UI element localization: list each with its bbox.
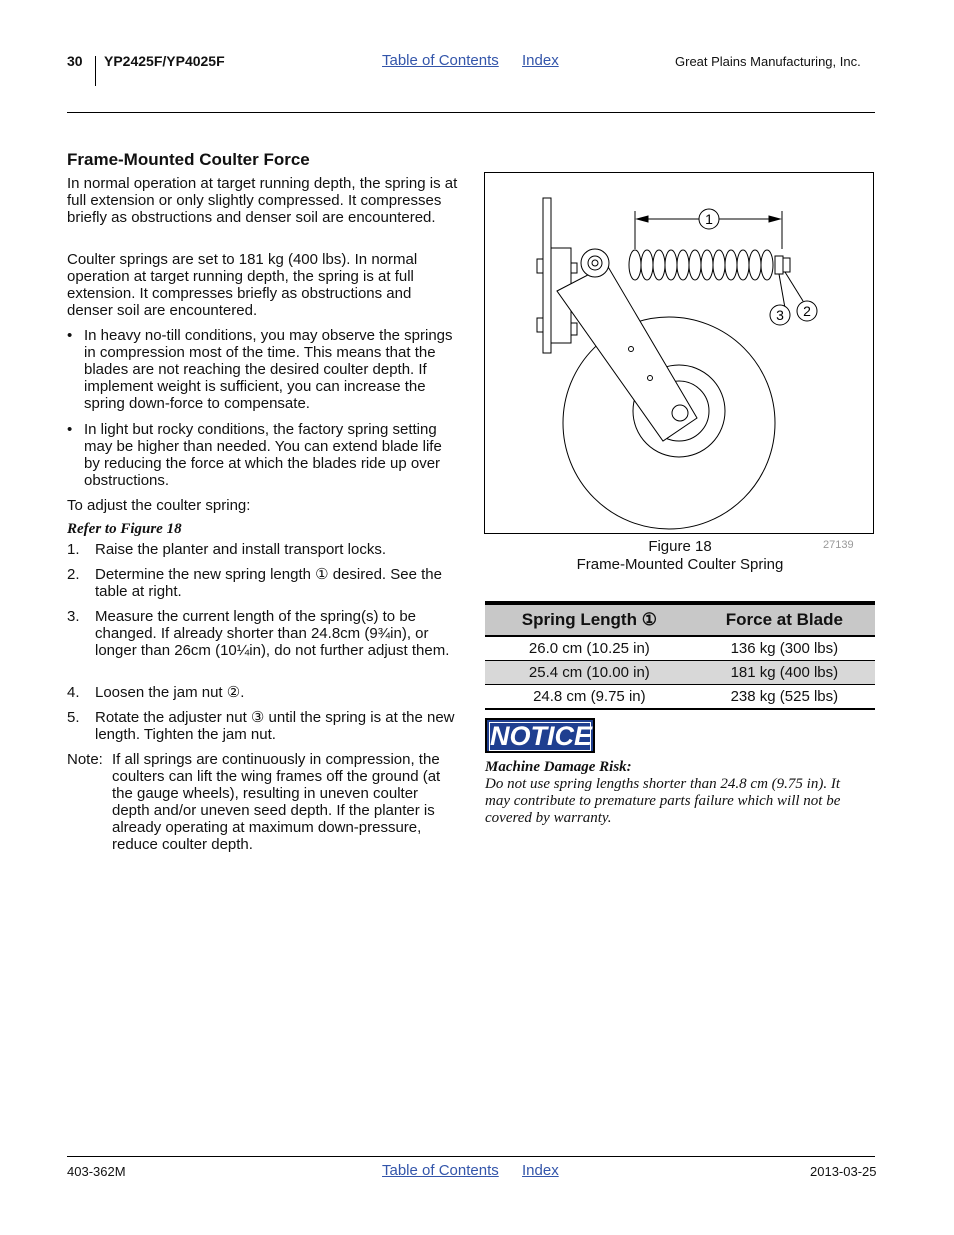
step-text: Loosen the jam nut ②.: [95, 684, 245, 701]
table-header: Force at Blade: [694, 603, 875, 636]
step-number: 2.: [67, 566, 80, 583]
paragraph: In normal operation at target running depth, the spring is at full extension or only slightly compressed. It compresses briefly as obstructions and denser soil are encountered.: [67, 175, 458, 226]
footer-index-link[interactable]: Index: [522, 1162, 559, 1179]
figure-image-id: 27139: [823, 539, 854, 551]
bullet-item: In heavy no-till conditions, you may observe the springs in compression most of the time. This means that the blades are not reaching the desired coulter depth. If implement weight is sufficient, you can increase the spring down-force to compensate.: [84, 327, 453, 412]
company-name: Great Plains Manufacturing, Inc.: [675, 54, 861, 69]
step-number: 3.: [67, 608, 80, 625]
table-row: [485, 685, 875, 710]
notice-badge: [485, 718, 595, 753]
bullet-marker: •: [67, 327, 73, 344]
model-name: YP2425F/YP4025F: [104, 53, 225, 69]
table-cell: 136 kg (300 lbs): [694, 636, 875, 661]
figure-reference: Refer to Figure 18: [67, 521, 182, 537]
spring-force-table: [485, 601, 875, 710]
table-cell: 25.4 cm (10.00 in): [485, 661, 694, 685]
risk-text: Do not use spring lengths shorter than 24.8 cm (9.75 in). It may contribute to premature parts failure which will not be covered by warranty.: [485, 776, 841, 826]
doc-number: 403-362M: [67, 1164, 126, 1179]
footer-toc-link[interactable]: Table of Contents: [382, 1162, 499, 1179]
figure-caption-title: Frame-Mounted Coulter Spring: [576, 556, 784, 573]
risk-title: Machine Damage Risk:: [485, 759, 632, 775]
figure-caption-number: Figure 18: [648, 538, 712, 555]
step-text: Measure the current length of the spring(s) to be changed. If already shorter than 24.8cm (9¾in), or longer than 26cm (10¼in), do not further adjust them.: [95, 608, 450, 659]
doc-date: 2013-03-25: [810, 1164, 877, 1179]
adjust-intro: To adjust the coulter spring:: [67, 497, 251, 514]
step-text: Raise the planter and install transport locks.: [95, 541, 386, 558]
section-title: Frame-Mounted Coulter Force: [67, 150, 310, 169]
pivot-bolt: [581, 249, 609, 277]
note-label: Note:: [67, 751, 103, 768]
table-header: Spring Length ①: [485, 603, 694, 636]
footer-rule: [67, 1156, 875, 1157]
note-text: If all springs are continuously in compression, the coulters can lift the wing frames off the ground (at the gauge wheels), resulting in uneven coulter depth and/or uneven seed depth. If the planter is already operating at maximum down-pressure, reduce coulter depth.: [112, 751, 441, 853]
adjuster-nut: [783, 258, 790, 272]
figure-frame: [484, 172, 874, 534]
step-number: 1.: [67, 541, 80, 558]
toc-link[interactable]: Table of Contents: [382, 52, 499, 69]
notice-label: NOTICE: [490, 721, 593, 751]
callout-3-label: 3: [776, 307, 784, 323]
jam-nut: [775, 256, 783, 274]
index-link[interactable]: Index: [522, 52, 559, 69]
callout-1-label: 1: [705, 211, 713, 227]
header-divider: [95, 56, 96, 86]
table-cell: 181 kg (400 lbs): [694, 661, 875, 685]
page-number: 30: [67, 53, 83, 69]
table-cell: 26.0 cm (10.25 in): [485, 636, 694, 661]
step-number: 5.: [67, 709, 80, 726]
step-number: 4.: [67, 684, 80, 701]
spring: [629, 250, 773, 280]
step-text: Rotate the adjuster nut ③ until the spring is at the new length. Tighten the jam nut.: [95, 709, 455, 743]
step-text: Determine the new spring length ① desired. See the table at right.: [95, 566, 442, 600]
callout-2-label: 2: [803, 303, 811, 319]
paragraph: Coulter springs are set to 181 kg (400 lbs). In normal operation at target running depth, the spring is at full extension. It compresses briefly as obstructions and denser soil are encountered.: [67, 251, 418, 319]
coulter-spring-illustration: [485, 173, 873, 533]
table-row: [485, 636, 875, 661]
table-cell: 24.8 cm (9.75 in): [485, 685, 694, 710]
bullet-marker: •: [67, 421, 73, 438]
table-cell: 238 kg (525 lbs): [694, 685, 875, 710]
header-rule: [67, 112, 875, 113]
frame-bar: [543, 198, 551, 353]
bullet-item: In light but rocky conditions, the factory spring setting may be higher than needed. You can extend blade life by reducing the force at which the blades ride up over obstructions.: [84, 421, 442, 489]
table-row: [485, 661, 875, 685]
